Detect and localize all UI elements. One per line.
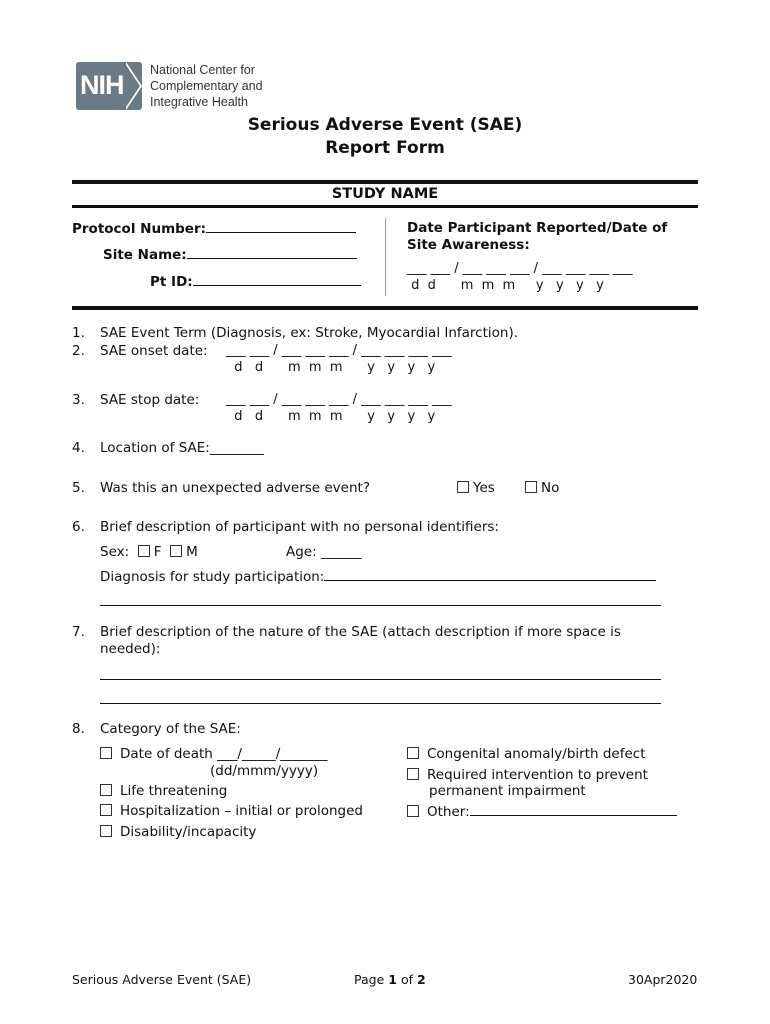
cat-disab-checkbox[interactable] (100, 825, 112, 837)
cat-death-label: Date of death ___/_____/_______ (120, 746, 328, 762)
page-word: Page (354, 972, 385, 987)
no-checkbox[interactable] (525, 481, 537, 493)
page-current: 1 (388, 972, 397, 987)
of-word: of (400, 972, 413, 987)
cat-cong-option[interactable] (407, 746, 646, 762)
diagnosis-line[interactable] (324, 568, 656, 581)
item-5-text: Was this an unexpected adverse event? (100, 480, 370, 496)
date-reported-label: Date Participant Reported/Date of (407, 220, 668, 236)
cat-other-label: Other: (427, 804, 470, 820)
stop-date-blanks[interactable]: ___ ___ / ___ ___ ___ / ___ ___ ___ ___ (226, 392, 452, 407)
page-number (354, 972, 426, 987)
logo-text: NIH (80, 70, 124, 100)
item-3-text: SAE stop date: (100, 392, 200, 408)
item-6-text: Brief description of participant with no personal identifiers: (100, 519, 499, 535)
item-8-text: Category of the SAE: (100, 721, 241, 737)
header-divider (385, 218, 386, 296)
form-title: Serious Adverse Event (SAE) (247, 115, 523, 135)
female-checkbox[interactable] (138, 545, 150, 557)
item-8-num: 8. (72, 721, 85, 737)
protocol-line[interactable] (206, 220, 356, 233)
protocol-field[interactable] (72, 220, 356, 237)
cat-req-label: Required intervention to prevent (427, 767, 648, 783)
age-field[interactable]: Age: ______ (286, 544, 362, 560)
male-label: M (186, 544, 198, 560)
item-7-text-2: needed): (100, 641, 161, 657)
cat-hosp-label: Hospitalization – initial or prolonged (120, 803, 363, 819)
diagnosis-field[interactable] (100, 568, 656, 585)
date-reported-label-2: Site Awareness: (407, 237, 530, 253)
cat-life-label: Life threatening (120, 783, 228, 799)
item-4-num: 4. (72, 440, 85, 456)
site-field[interactable] (103, 246, 357, 263)
org-line-3: Integrative Health (150, 95, 248, 109)
item-5-num: 5. (72, 480, 85, 496)
form-subtitle: Report Form (325, 138, 445, 158)
cat-req-checkbox[interactable] (407, 768, 419, 780)
no-label: No (541, 480, 560, 496)
study-name: STUDY NAME (331, 186, 439, 202)
page-total: 2 (416, 972, 426, 987)
cat-life-checkbox[interactable] (100, 784, 112, 796)
cat-life-option[interactable] (100, 783, 227, 799)
org-name (150, 62, 263, 110)
diagnosis-line-2[interactable] (100, 605, 661, 606)
onset-date-blanks[interactable]: ___ ___ / ___ ___ ___ / ___ ___ ___ ___ (226, 343, 452, 358)
cat-hosp-checkbox[interactable] (100, 804, 112, 816)
cat-cong-checkbox[interactable] (407, 747, 419, 759)
sex-label: Sex: (100, 544, 130, 560)
logo-arrow-inner (124, 62, 140, 110)
item-1-text: SAE Event Term (Diagnosis, ex: Stroke, Myocardial Infarction). (100, 325, 519, 341)
stop-date-format: d d m m m y y y y (226, 409, 436, 424)
footer-date: 30Apr2020 (628, 972, 698, 987)
cat-death-format: (dd/mmm/yyyy) (210, 763, 319, 779)
cat-death-checkbox[interactable] (100, 747, 112, 759)
item-3-num: 3. (72, 392, 85, 408)
diagnosis-label: Diagnosis for study participation: (100, 569, 325, 585)
female-label: F (153, 544, 162, 560)
cat-other-checkbox[interactable] (407, 805, 419, 817)
item-6-num: 6. (72, 519, 85, 535)
location-field[interactable]: Location of SAE:________ (100, 440, 264, 456)
cat-other-line[interactable] (470, 803, 677, 816)
cat-disab-option[interactable] (100, 824, 256, 840)
org-line-1: National Center for (150, 63, 255, 77)
protocol-label: Protocol Number: (72, 221, 207, 237)
sex-field (100, 544, 198, 560)
top-rule (72, 180, 698, 184)
item-1-num: 1. (72, 325, 85, 341)
cat-death-option[interactable] (100, 746, 328, 762)
yes-label: Yes (473, 480, 495, 496)
study-rule (72, 205, 698, 208)
sae-description-line-1[interactable] (100, 679, 661, 680)
onset-date-format: d d m m m y y y y (226, 360, 436, 375)
item-2-text: SAE onset date: (100, 343, 208, 359)
item-2-num: 2. (72, 343, 85, 359)
cat-disab-label: Disability/incapacity (120, 824, 257, 840)
ptid-line[interactable] (193, 273, 361, 286)
yes-checkbox[interactable] (457, 481, 469, 493)
cat-cong-label: Congenital anomaly/birth defect (427, 746, 646, 762)
date-reported-blanks[interactable]: ___ ___ / ___ ___ ___ / ___ ___ ___ ___ (407, 261, 633, 276)
org-line-2: Complementary and (150, 79, 263, 93)
item-7-text: Brief description of the nature of the SAE (attach description if more space is (100, 624, 621, 640)
site-label: Site Name: (103, 247, 187, 263)
item-7-num: 7. (72, 624, 85, 640)
cat-hosp-option[interactable] (100, 803, 363, 819)
ptid-label: Pt ID: (150, 274, 193, 290)
yes-option[interactable] (457, 480, 495, 496)
date-reported-format: d d m m m y y y y (407, 278, 604, 293)
male-checkbox[interactable] (170, 545, 182, 557)
cat-other-option[interactable] (407, 803, 677, 820)
ptid-field[interactable] (150, 273, 361, 290)
cat-req-label-2: permanent impairment (429, 783, 586, 799)
site-line[interactable] (187, 246, 357, 259)
no-option[interactable] (525, 480, 559, 496)
header-bottom-rule (72, 306, 698, 310)
cat-req-option[interactable] (407, 767, 648, 783)
footer-title: Serious Adverse Event (SAE) (72, 972, 252, 987)
sae-description-line-2[interactable] (100, 703, 661, 704)
